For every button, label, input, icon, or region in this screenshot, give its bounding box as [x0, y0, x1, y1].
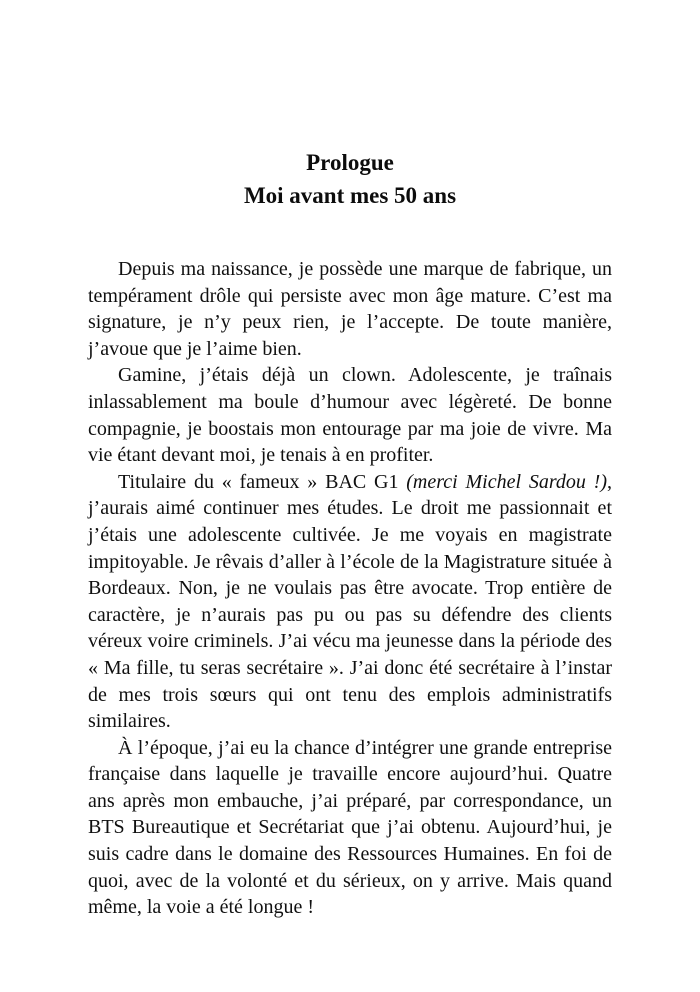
body-text	[88, 256, 612, 921]
paragraph-1: Depuis ma naissance, je possède une marque de fabrique, un tempérament drôle qui persiste avec mon âge mature. C’est ma signature, je n’y peux rien, je l’accepte. De toute manière, j’avoue que je l’aime bien.	[88, 258, 612, 360]
paragraph-3-post: , j’aurais aimé continuer mes études. Le droit me passionnait et j’étais une adolescente cultivée. Je me voyais en magistrate impitoyable. Je rêvais d’aller à l’école de la Magistrature située à Bordeaux. Non, je ne voulais pas être avocate. Trop entière de caractère, je n’aurais pas pu ou pas su défendre des clients véreux voire criminels. J’ai vécu ma jeunesse dans la période des « Ma fille, tu seras secrétaire ». J’ai donc été secrétaire à l’instar de mes trois sœurs qui ont tenu des emplois administratifs similaires.	[88, 470, 612, 733]
paragraph-3	[88, 469, 612, 735]
paragraph-3-pre: Titulaire du « fameux » BAC G1	[118, 470, 407, 493]
chapter-title-line2: Moi avant mes 50 ans	[243, 183, 457, 208]
paragraph-2: Gamine, j’étais déjà un clown. Adolescente, je traînais inlassablement ma boule d’humour avec légèreté. De bonne compagnie, je boostais mon entourage par ma joie de vivre. Ma vie étant devant moi, je tenais à en profiter.	[88, 364, 612, 467]
chapter-title-line1: Prologue	[306, 150, 394, 175]
paragraph-3-italic-aside: (merci Michel Sardou !)	[406, 470, 607, 493]
chapter-title	[88, 146, 612, 212]
paragraph-4: À l’époque, j’ai eu la chance d’intégrer une grande entreprise française dans laquelle je travaille encore aujourd’hui. Quatre ans après mon embauche, j’ai préparé, par correspondance, un BTS Bureautique et Secrétariat que j’ai obtenu. Aujourd’hui, je suis cadre dans le domaine des Ressources Humaines. En foi de quoi, avec de la volonté et du sérieux, on y arrive. Mais quand même, la voie a été longue !	[88, 736, 612, 919]
